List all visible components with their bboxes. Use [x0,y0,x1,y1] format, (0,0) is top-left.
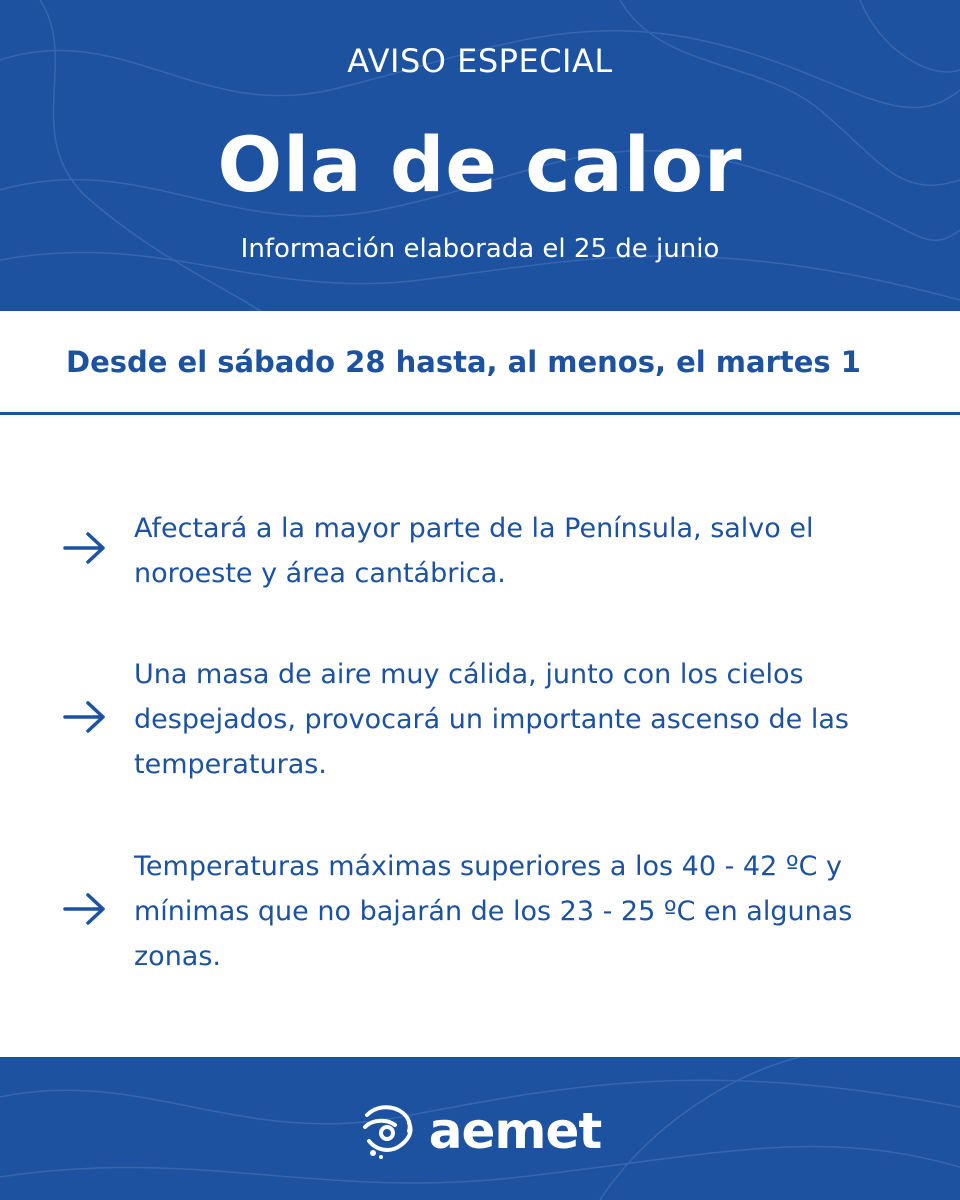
aemet-logo-icon [359,1101,419,1161]
aemet-logo [0,1099,960,1163]
list-item-text: Una masa de aire muy cálida, junto con los cielos despejados, provocará un importante ascenso de las temperaturas. [134,659,849,780]
list-item-text: Afectará a la mayor parte de la Península, salvo el noroeste y área cantábrica. [134,513,814,589]
page-title: Ola de calor [217,120,743,209]
issue-date: Información elaborada el 25 de junio [240,234,720,264]
footer-banner [0,1057,960,1200]
header-banner [0,0,960,311]
list-item-text: Temperaturas máximas superiores a los 40 - 42 ºC y mínimas que no bajarán de los 23 - 25 ºC en algunas zonas. [134,851,853,972]
date-range-bar [0,311,960,415]
notice-kicker: AVISO ESPECIAL [347,42,613,80]
arrow-right-icon [62,892,108,926]
date-range-text: Desde el sábado 28 hasta, al menos, el martes 1 [66,345,861,379]
aemet-logo-text: aemet [428,1102,602,1160]
arrow-right-icon [62,700,108,734]
arrow-right-icon [62,531,108,565]
